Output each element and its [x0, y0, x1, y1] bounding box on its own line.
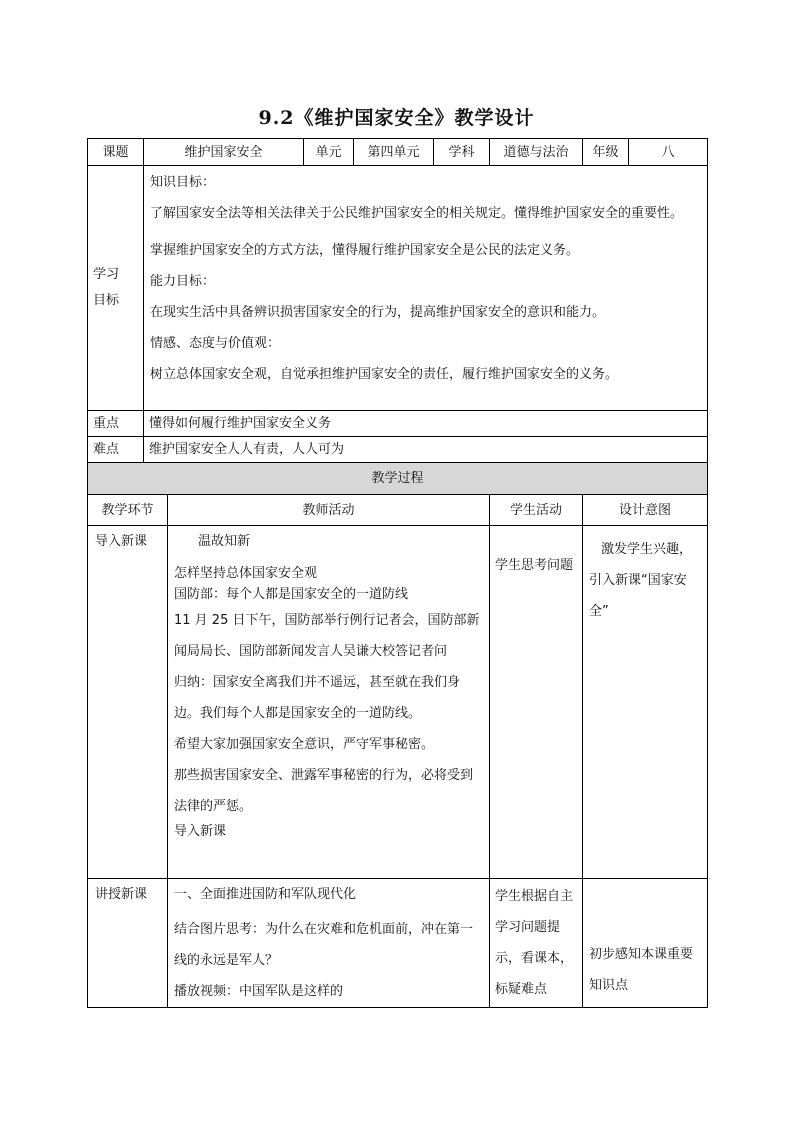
process-teacher	[168, 879, 490, 1008]
teacher-line: 一、全面推进国防和军队现代化	[174, 887, 357, 902]
unit-value: 第四单元	[354, 139, 434, 166]
objectives-row	[88, 166, 708, 411]
process-intent: 初步感知本课重要知识点	[583, 879, 708, 1008]
difficulty-row	[88, 437, 708, 463]
process-student: 学生根据自主学习问题提示，看课本，标疑难点	[490, 879, 583, 1008]
column-teacher: 教师活动	[168, 495, 490, 526]
process-teacher	[168, 526, 490, 879]
objective-line: 在现实生活中具备辨识损害国家安全的行为，提高维护国家安全的意识和能力。	[150, 305, 606, 320]
objective-line: 情感、态度与价值观：	[150, 336, 281, 351]
key-point-label: 重点	[88, 411, 144, 437]
page-title: 9.2《维护国家安全》教学设计	[258, 107, 535, 129]
column-stage: 教学环节	[88, 495, 168, 526]
teacher-line: 导入新课	[174, 824, 227, 839]
teacher-line: 温故知新	[198, 534, 251, 549]
process-student: 学生思考问题	[490, 526, 583, 879]
process-row	[88, 526, 708, 879]
unit-label: 单元	[304, 139, 354, 166]
key-point-row	[88, 411, 708, 437]
objective-line: 掌握维护国家安全的方式方法，懂得履行维护国家安全是公民的法定义务。	[150, 243, 580, 258]
subject-label: 学科	[434, 139, 490, 166]
objective-line: 能力目标：	[150, 274, 216, 289]
teacher-line: 那些损害国家安全、泄露军事秘密的行为，必将受到法律的严惩。	[174, 768, 474, 814]
header-row	[88, 139, 708, 166]
objective-line: 树立总体国家安全观，自觉承担维护国家安全的责任，履行维护国家安全的义务。	[150, 367, 619, 382]
process-intent: 激发学生兴趣，引入新课“国家安全”	[583, 526, 708, 879]
lesson-plan-table	[87, 138, 708, 1008]
process-row	[88, 879, 708, 1008]
objective-line: 知识目标：	[150, 175, 216, 190]
process-columns-row	[88, 495, 708, 526]
process-stage: 导入新课	[88, 526, 168, 879]
teacher-line: 怎样坚持总体国家安全观	[174, 566, 318, 581]
topic-value: 维护国家安全	[144, 139, 304, 166]
objective-line: 了解国家安全法等相关法律关于公民维护国家安全的相关规定。懂得维护国家安全的重要性。	[150, 206, 684, 221]
grade-value: 八	[629, 139, 708, 166]
teacher-line: 11 月 25 日下午，国防部举行例行记者会，国防部新闻局局长、国防部新闻发言人吴谦大校答记者问	[174, 613, 480, 659]
column-intent: 设计意图	[583, 495, 708, 526]
key-point-value: 懂得如何履行维护国家安全义务	[144, 411, 708, 437]
objectives-content	[144, 166, 708, 411]
difficulty-label: 难点	[88, 437, 144, 463]
difficulty-value: 维护国家安全人人有责，人人可为	[144, 437, 708, 463]
teacher-line: 播放视频：中国军队是这样的	[174, 984, 344, 999]
teacher-line: 归纳：国家安全离我们并不遥远，甚至就在我们身边。我们每个人都是国家安全的一道防线。	[174, 675, 461, 721]
process-stage: 讲授新课	[88, 879, 168, 1008]
grade-label: 年级	[583, 139, 629, 166]
subject-value: 道德与法治	[490, 139, 583, 166]
process-heading: 教学过程	[88, 463, 708, 495]
column-student: 学生活动	[490, 495, 583, 526]
objectives-label: 学习 目标	[88, 166, 144, 411]
teacher-line: 结合图片思考：为什么在灾难和危机面前，冲在第一线的永远是军人？	[174, 922, 474, 968]
process-heading-row	[88, 463, 708, 495]
teacher-line: 希望大家加强国家安全意识，严守军事秘密。	[174, 737, 435, 752]
topic-label: 课题	[88, 139, 144, 166]
teacher-line: 国防部：每个人都是国家安全的一道防线	[174, 587, 409, 602]
